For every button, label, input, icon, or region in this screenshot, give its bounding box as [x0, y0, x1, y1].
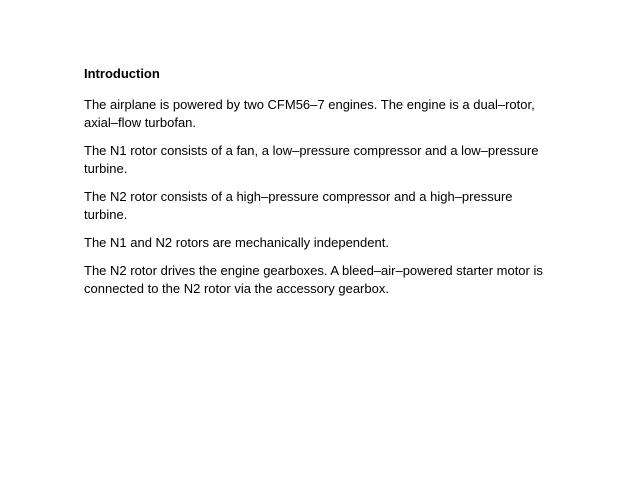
paragraph-rotor-independence: The N1 and N2 rotors are mechanically independent. [84, 235, 389, 250]
section-heading: Introduction [84, 66, 160, 81]
document-page [84, 66, 554, 308]
paragraph-n2-rotor: The N2 rotor consists of a high–pressure compressor and a high–pressure turbine. [84, 189, 513, 222]
paragraph-gearbox-starter: The N2 rotor drives the engine gearboxes. A bleed–air–powered starter motor is connected to the N2 rotor via the accessory gearbox. [84, 263, 543, 296]
paragraph-n1-rotor: The N1 rotor consists of a fan, a low–pressure compressor and a low–pressure turbine. [84, 143, 539, 176]
paragraph-engines: The airplane is powered by two CFM56–7 engines. The engine is a dual–rotor, axial–flow turbofan. [84, 97, 535, 130]
